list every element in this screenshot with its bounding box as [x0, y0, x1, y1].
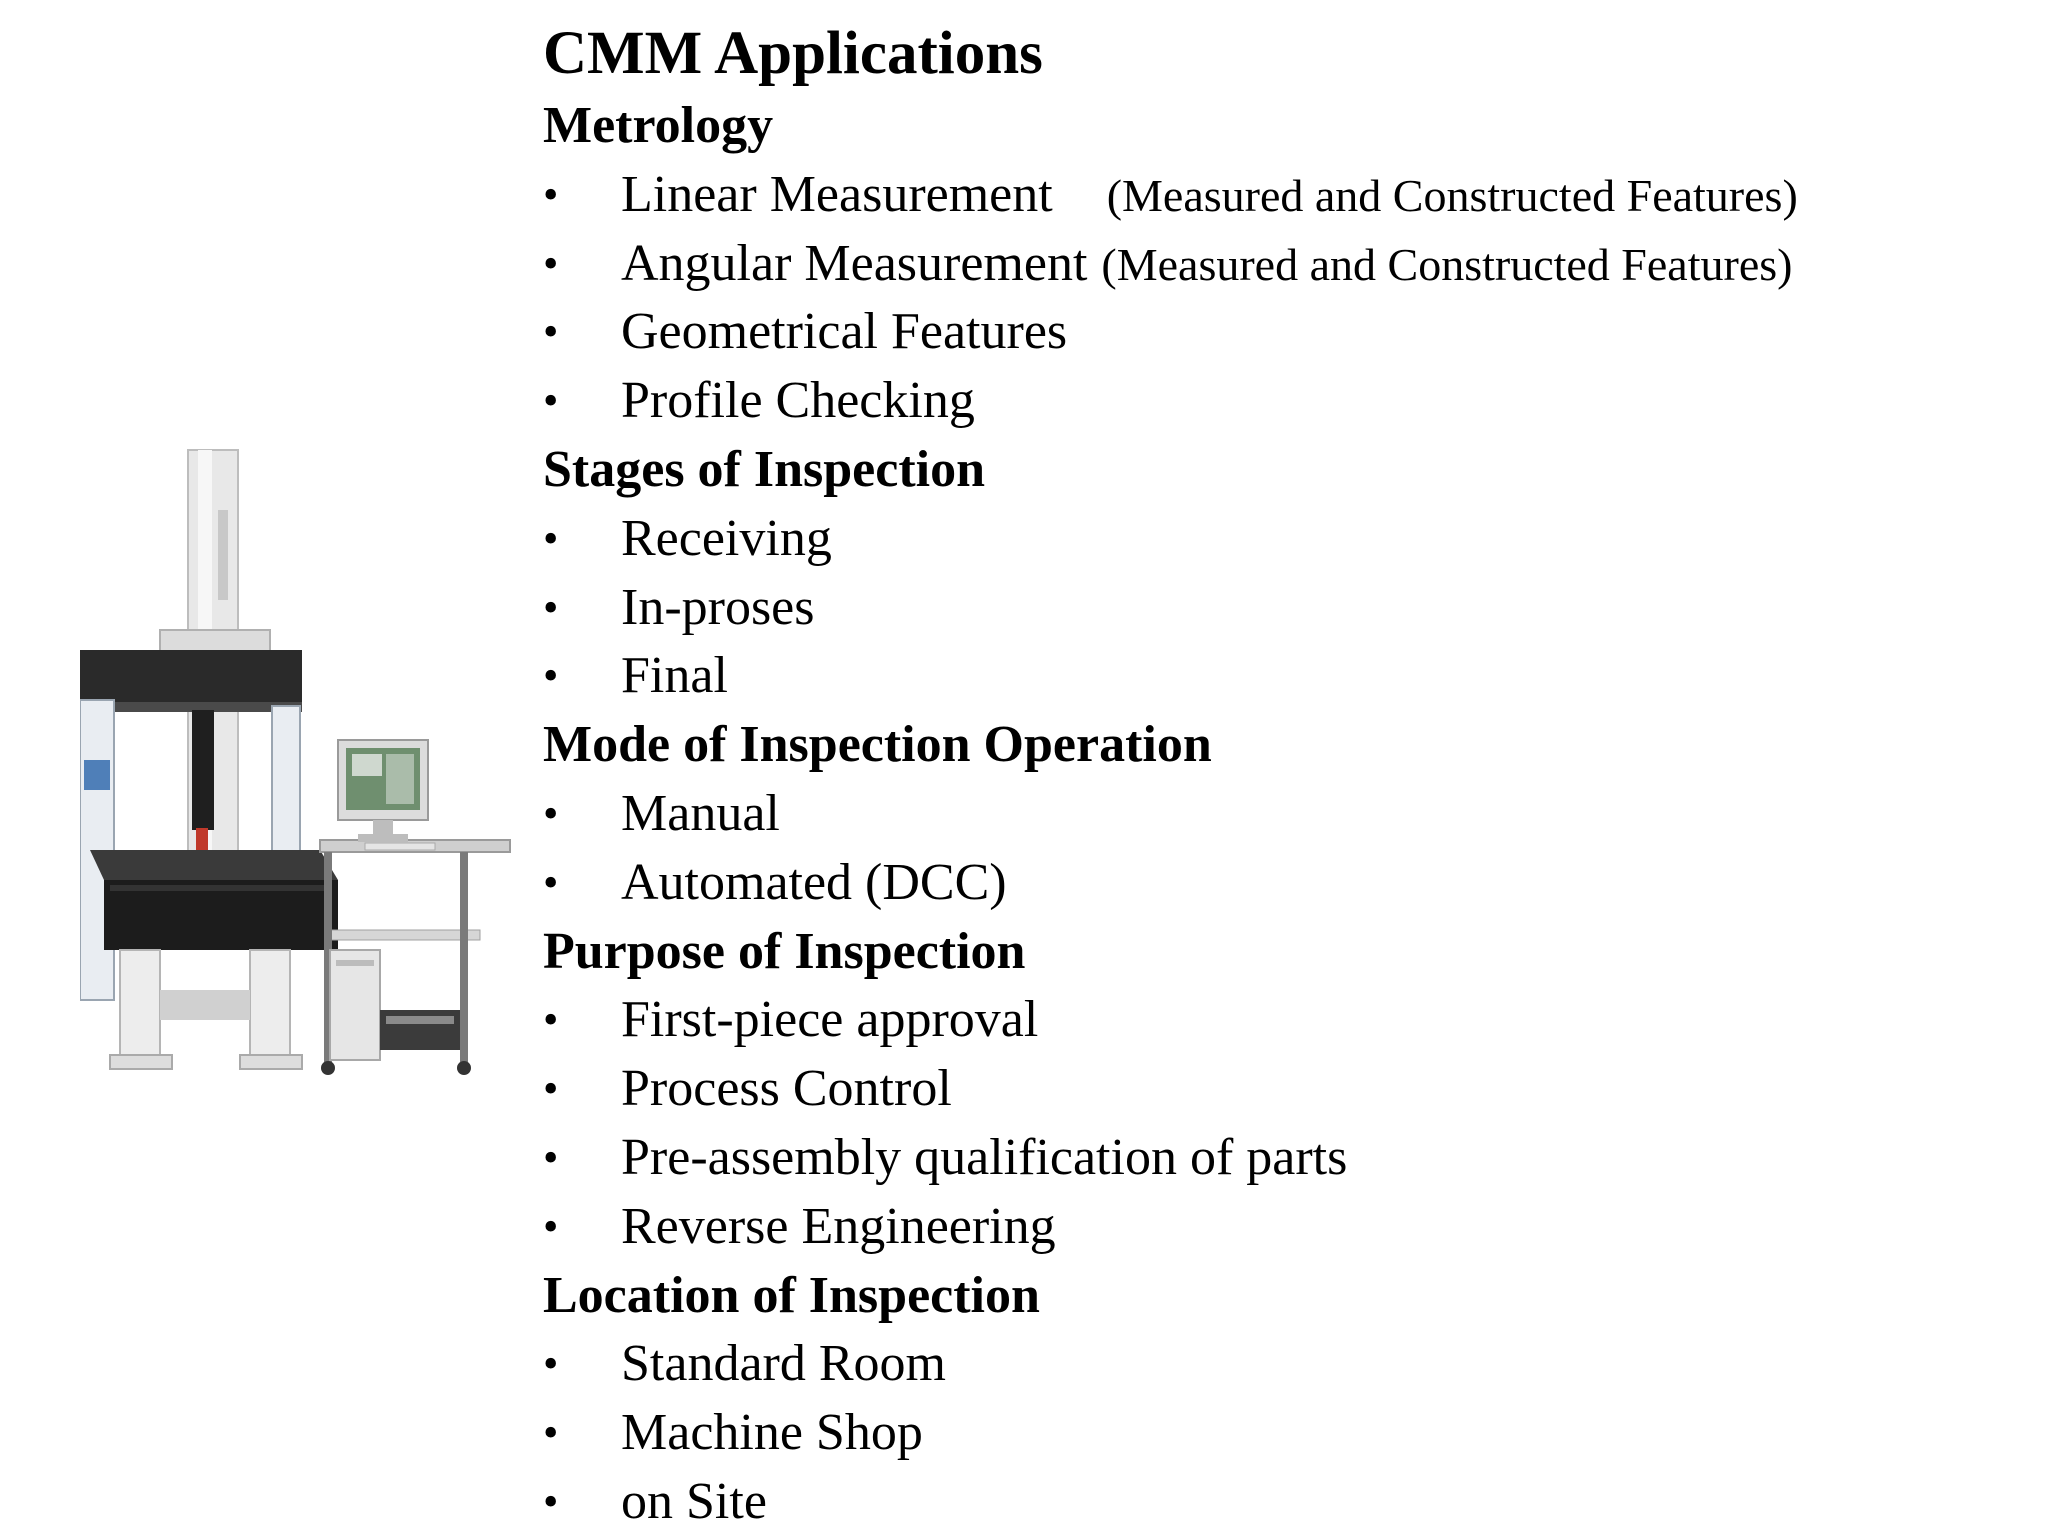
list-item: [543, 298, 2023, 367]
bullet-icon: •: [543, 582, 559, 632]
list-item-text: Automated (DCC): [621, 853, 1007, 911]
bullet-icon: •: [543, 857, 559, 907]
bullet-icon: •: [543, 1201, 559, 1251]
section-metrology: [543, 92, 2023, 436]
list-item: [543, 1193, 2023, 1262]
bullet-icon: •: [543, 1132, 559, 1182]
slide-title: CMM Applications: [543, 20, 1043, 87]
section-heading: Purpose of Inspection: [543, 922, 1026, 980]
section-heading: Location of Inspection: [543, 1266, 1040, 1324]
list-item-text: Profile Checking: [621, 372, 975, 430]
list-item: [543, 1055, 2023, 1124]
list-item: [543, 1330, 2023, 1399]
section-location-of-inspection: [543, 1262, 2023, 1537]
list-item: [543, 505, 2023, 574]
bullet-icon: •: [543, 1408, 559, 1458]
list-item-text: on Site: [621, 1472, 767, 1530]
list-item: [543, 849, 2023, 918]
list-item: [543, 986, 2023, 1055]
list-item-text: Standard Room: [621, 1335, 946, 1393]
list-item: [543, 1124, 2023, 1193]
bullet-icon: •: [543, 1476, 559, 1526]
list-item: [543, 1399, 2023, 1468]
bullet-icon: •: [543, 788, 559, 838]
list-item: [543, 780, 2023, 849]
list-item-text: Machine Shop: [621, 1404, 923, 1462]
bullet-icon: •: [543, 376, 559, 426]
list-item: [543, 367, 2023, 436]
list-item: [543, 642, 2023, 711]
list-item-text: Geometrical Features: [621, 303, 1068, 361]
list-item: [543, 574, 2023, 643]
list-item-text: Angular Measurement: [621, 234, 1088, 292]
bullet-icon: •: [543, 1064, 559, 1114]
list-item-text: Manual: [621, 784, 780, 842]
cmm-machine-image: [80, 430, 530, 1090]
slide-content: [543, 16, 2023, 1537]
list-item-text: Final: [621, 647, 728, 705]
section-purpose-of-inspection: [543, 918, 2023, 1262]
bullet-icon: •: [543, 995, 559, 1045]
section-stages-of-inspection: [543, 436, 2023, 711]
list-item-text: Process Control: [621, 1060, 952, 1118]
list-item: [543, 1468, 2023, 1537]
list-item-text: Receiving: [621, 509, 832, 567]
list-item: [543, 161, 2023, 230]
section-heading: Stages of Inspection: [543, 440, 986, 498]
section-mode-of-inspection-operation: [543, 711, 2023, 917]
bullet-icon: •: [543, 169, 559, 219]
section-heading: Mode of Inspection Operation: [543, 716, 1212, 774]
list-item-note: (Measured and Constructed Features): [1106, 169, 1798, 221]
list-item-text: Pre-assembly qualification of parts: [621, 1128, 1348, 1186]
list-item-text: First-piece approval: [621, 991, 1039, 1049]
bullet-icon: •: [543, 513, 559, 563]
bullet-icon: •: [543, 307, 559, 357]
bullet-icon: •: [543, 651, 559, 701]
list-item-note: (Measured and Constructed Features): [1101, 238, 1793, 290]
list-item: [543, 230, 2023, 299]
section-heading: Metrology: [543, 97, 774, 154]
list-item-text: Linear Measurement: [621, 165, 1053, 223]
list-item-text: Reverse Engineering: [621, 1197, 1056, 1255]
bullet-icon: •: [543, 238, 559, 288]
list-item-text: In-proses: [621, 578, 815, 636]
bullet-icon: •: [543, 1339, 559, 1389]
